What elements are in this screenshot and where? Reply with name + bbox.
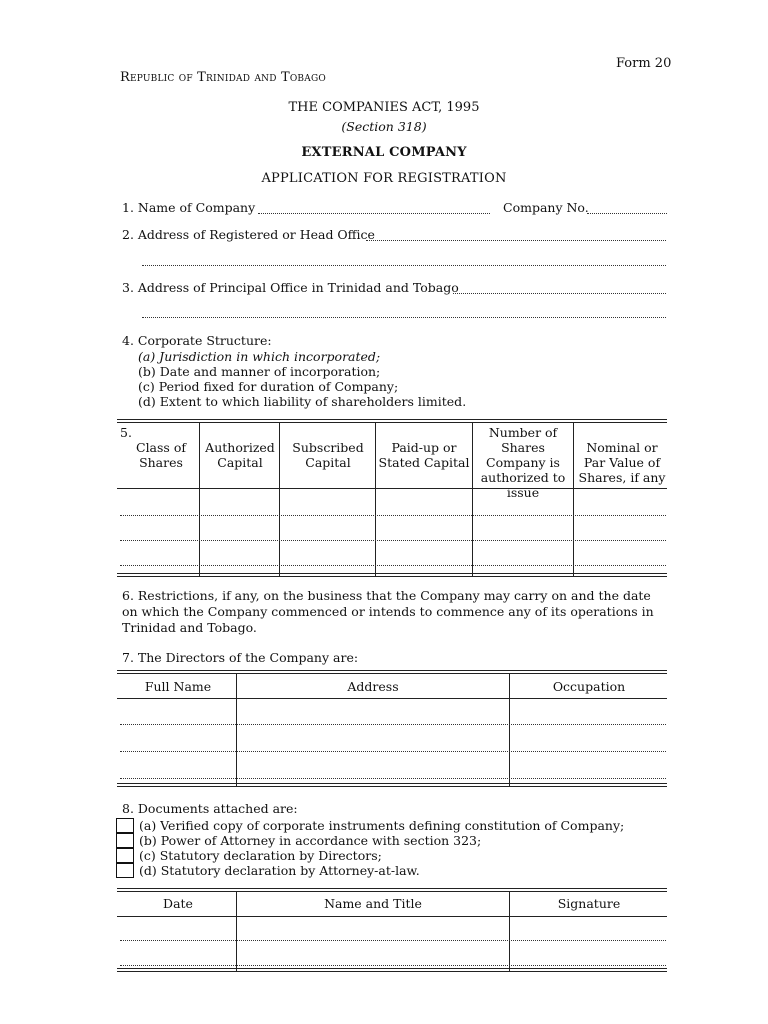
item4-sub-d: (d) Extent to which liability of shareholders limited.: [138, 394, 467, 409]
director-row-3[interactable]: [120, 778, 666, 779]
company-name-field[interactable]: [258, 213, 490, 214]
director-row-1[interactable]: [120, 724, 666, 725]
item8-label: 8. Documents attached are:: [122, 801, 298, 816]
form-subtitle: APPLICATION FOR REGISTRATION: [261, 171, 507, 186]
doc-checkbox-d[interactable]: [116, 863, 134, 878]
item4-sub-c: (c) Period fixed for duration of Company;: [138, 379, 399, 394]
form-number: Form 20: [616, 56, 672, 71]
col-subscribed-capital: Subscribed Capital: [292, 440, 364, 470]
col-date: Date: [163, 896, 193, 911]
item7-label: 7. The Directors of the Company are:: [122, 650, 359, 665]
item4-sub-b: (b) Date and manner of incorporation;: [138, 364, 381, 379]
item5-label: 5.: [120, 425, 132, 440]
head-office-field-line2[interactable]: [142, 265, 666, 266]
jurisdiction-heading: Republic of Trinidad and Tobago: [120, 70, 326, 85]
signature-row-2[interactable]: [120, 965, 666, 966]
item2-label: 2. Address of Registered or Head Office: [122, 227, 375, 242]
item4-label: 4. Corporate Structure:: [122, 333, 272, 348]
doc-item-d: (d) Statutory declaration by Attorney-at-law.: [139, 863, 420, 878]
act-title: THE COMPANIES ACT, 1995: [288, 100, 480, 115]
section-reference: (Section 318): [341, 119, 427, 134]
form-title: EXTERNAL COMPANY: [301, 145, 467, 160]
company-no-field[interactable]: [587, 213, 667, 214]
doc-item-b: (b) Power of Attorney in accordance with section 323;: [139, 833, 482, 848]
share-row-3[interactable]: [120, 565, 666, 566]
principal-office-field-line2[interactable]: [142, 317, 666, 318]
col-number-of-shares: Number of Shares Company is authorized to issue: [480, 425, 566, 500]
col-name-and-title: Name and Title: [324, 896, 422, 911]
doc-checkbox-b[interactable]: [116, 833, 134, 848]
col-nominal-value: Nominal or Par Value of Shares, if any: [578, 440, 666, 485]
col-occupation: Occupation: [552, 679, 626, 694]
signature-row-1[interactable]: [120, 940, 666, 941]
item4-sub-a: (a) Jurisdiction in which incorporated;: [138, 349, 381, 364]
doc-checkbox-a[interactable]: [116, 818, 134, 833]
col-signature: Signature: [557, 896, 621, 911]
principal-office-field[interactable]: [453, 293, 666, 294]
company-no-label: Company No.: [503, 200, 589, 215]
head-office-field[interactable]: [366, 240, 666, 241]
col-full-name: Full Name: [144, 679, 212, 694]
doc-item-c: (c) Statutory declaration by Directors;: [139, 848, 382, 863]
col-class-of-shares: Class of Shares: [136, 440, 186, 470]
share-row-1[interactable]: [120, 515, 666, 516]
col-authorized-capital: Authorized Capital: [205, 440, 275, 470]
doc-checkbox-c[interactable]: [116, 848, 134, 863]
col-paid-up-capital: Paid-up or Stated Capital: [378, 440, 470, 470]
doc-item-a: (a) Verified copy of corporate instruments defining constitution of Company;: [139, 818, 625, 833]
item6-label: 6. Restrictions, if any, on the business that the Company may carry on and the date on which the Company commenced or intends to commence any of its operations in Trinidad and Tobago.: [122, 588, 654, 635]
item1-label: 1. Name of Company: [122, 200, 256, 215]
share-row-2[interactable]: [120, 540, 666, 541]
col-address: Address: [347, 679, 399, 694]
item3-label: 3. Address of Principal Office in Trinidad and Tobago: [122, 280, 459, 295]
director-row-2[interactable]: [120, 751, 666, 752]
